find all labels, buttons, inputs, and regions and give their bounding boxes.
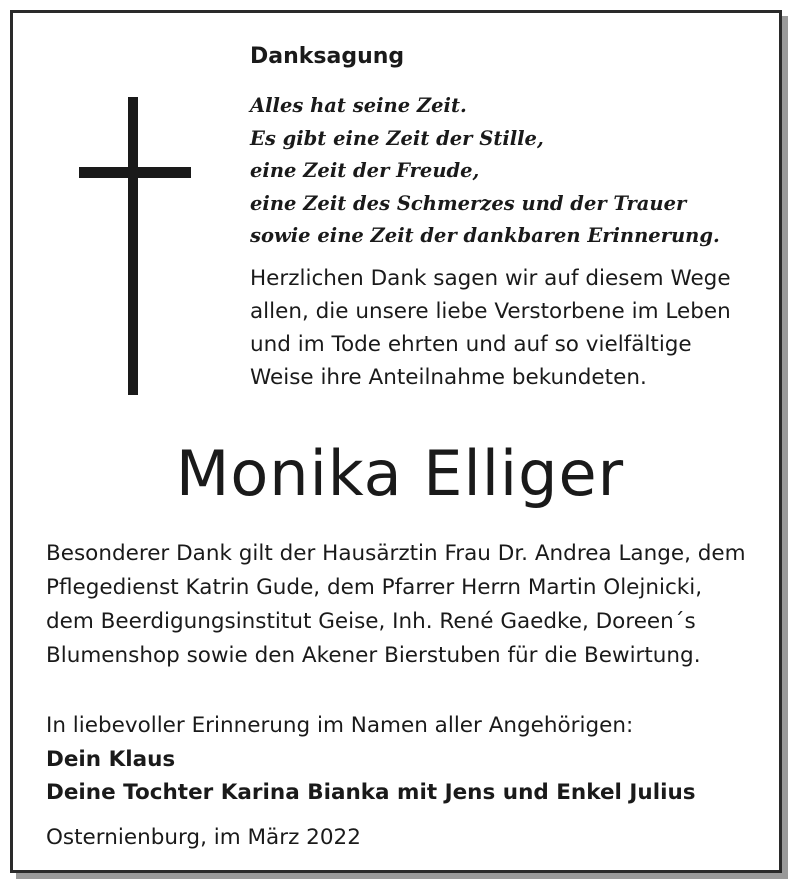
- place-date: Osternienburg, im März 2022: [46, 825, 361, 850]
- thanks-paragraph: Herzlichen Dank sagen wir auf diesem Wege allen, die unsere liebe Verstorbene im Leben und im Tode ehrten und auf so vielfältige Weise ihre Anteilnahme bekundeten.: [250, 266, 731, 390]
- poem-line: Es gibt eine Zeit der Stille,: [250, 126, 544, 150]
- cross-icon-bar: [79, 167, 191, 178]
- memory-line: In liebevoller Erinnerung im Namen aller Angehörigen:: [46, 713, 634, 738]
- cross-icon: [128, 97, 138, 395]
- poem-line: eine Zeit des Schmerzes und der Trauer: [250, 191, 687, 215]
- signer-line: Dein Klaus: [46, 747, 176, 772]
- notice-heading: Danksagung: [250, 44, 405, 69]
- poem-line: sowie eine Zeit der dankbaren Erinnerung.: [250, 224, 720, 247]
- poem: [250, 90, 720, 253]
- deceased-name: Monika Elliger: [175, 437, 625, 510]
- special-thanks-paragraph: Besonderer Dank gilt der Hausärztin Frau Dr. Andrea Lange, dem Pflegedienst Katrin Gude, dem Pfarrer Herrn Martin Olejnicki, dem Beerdigungsinstitut Geise, Inh. René Gaedke, Doreen´s Blumenshop sowie den Akener Bierstuben für die Bewirtung.: [46, 541, 746, 668]
- signer-line: Deine Tochter Karina Bianka mit Jens und Enkel Julius: [46, 780, 696, 805]
- poem-line: eine Zeit der Freude,: [250, 159, 480, 182]
- poem-line: Alles hat seine Zeit.: [250, 94, 467, 117]
